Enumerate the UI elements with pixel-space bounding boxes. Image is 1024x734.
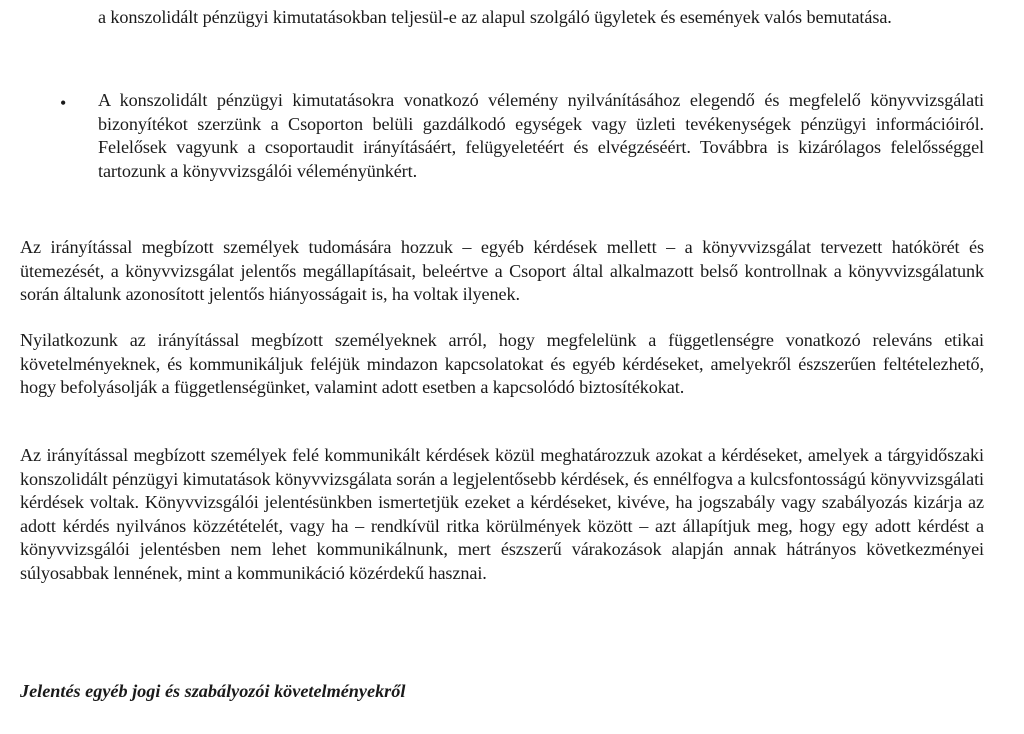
- bullet-icon: •: [60, 93, 67, 113]
- paragraph-key-audit-matters: Az irányítással megbízott személyek felé kommunikált kérdések közül meghatározzuk azokat a kérdéseket, amelyek a tárgyidőszaki konszolidált pénzügyi kimutatások könyvvizsgálata során a legjelentősebb kérdések, és ennélfogva a kulcsfontosságú könyvvizsgálati kérdések voltak. Könyvvizsgálói jelentésünkben ismertetjük ezeket a kérdéseket, kivéve, ha jogszabály vagy szabályozás kizárja az adott kérdés nyilvános közzétételét, vagy ha – rendkívül ritka körülmények között – azt állapítjuk meg, hogy egy adott kérdést a könyvvizsgálói jelentésben nem lehet kommunikálnunk, mert észszerű várakozások alapján annak hátrányos következményei súlyosabbak lennének, mint a kommunikáció közérdekű hasznai.: [20, 445, 984, 583]
- bullet-continuation-text: a konszolidált pénzügyi kimutatásokban teljesül-e az alapul szolgáló ügyletek és események valós bemutatása.: [98, 7, 892, 27]
- paragraph-communication-scope: Az irányítással megbízott személyek tudomására hozzuk – egyéb kérdések mellett – a könyvvizsgálat tervezett hatókörét és ütemezését, a könyvvizsgálat jelentős megállapításait, beleértve a Csoport által alkalmazott belső kontrollnak a könyvvizsgálatunk során általunk azonosított jelentős hiányosságait is, ha voltak ilyenek.: [20, 237, 984, 305]
- paragraph-independence: Nyilatkozunk az irányítással megbízott személyeknek arról, hogy megfelelünk a függetlenségre vonatkozó releváns etikai követelményeknek, és kommunikáljuk feléjük mindazon kapcsolatokat és egyéb kérdéseket, amelyekről észszerűen feltételezhető, hogy befolyásolják a függetlenségünket, valamint adott esetben a kapcsolódó biztosítékokat.: [20, 330, 984, 398]
- section-heading: Jelentés egyéb jogi és szabályozói követelményekről: [20, 681, 406, 701]
- bullet-item-text: A konszolidált pénzügyi kimutatásokra vonatkozó vélemény nyilvánításához elegendő és megfelelő könyvvizsgálati bizonyítékot szerzünk a Csoporton belüli gazdálkodó egységek vagy üzleti tevékenységek pénzügyi információiról. Felelősek vagyunk a csoportaudit irányításáért, felügyeletéért és elvégzéséért. Továbbra is kizárólagos felelősséggel tartozunk a könyvvizsgálói véleményünkért.: [98, 90, 984, 181]
